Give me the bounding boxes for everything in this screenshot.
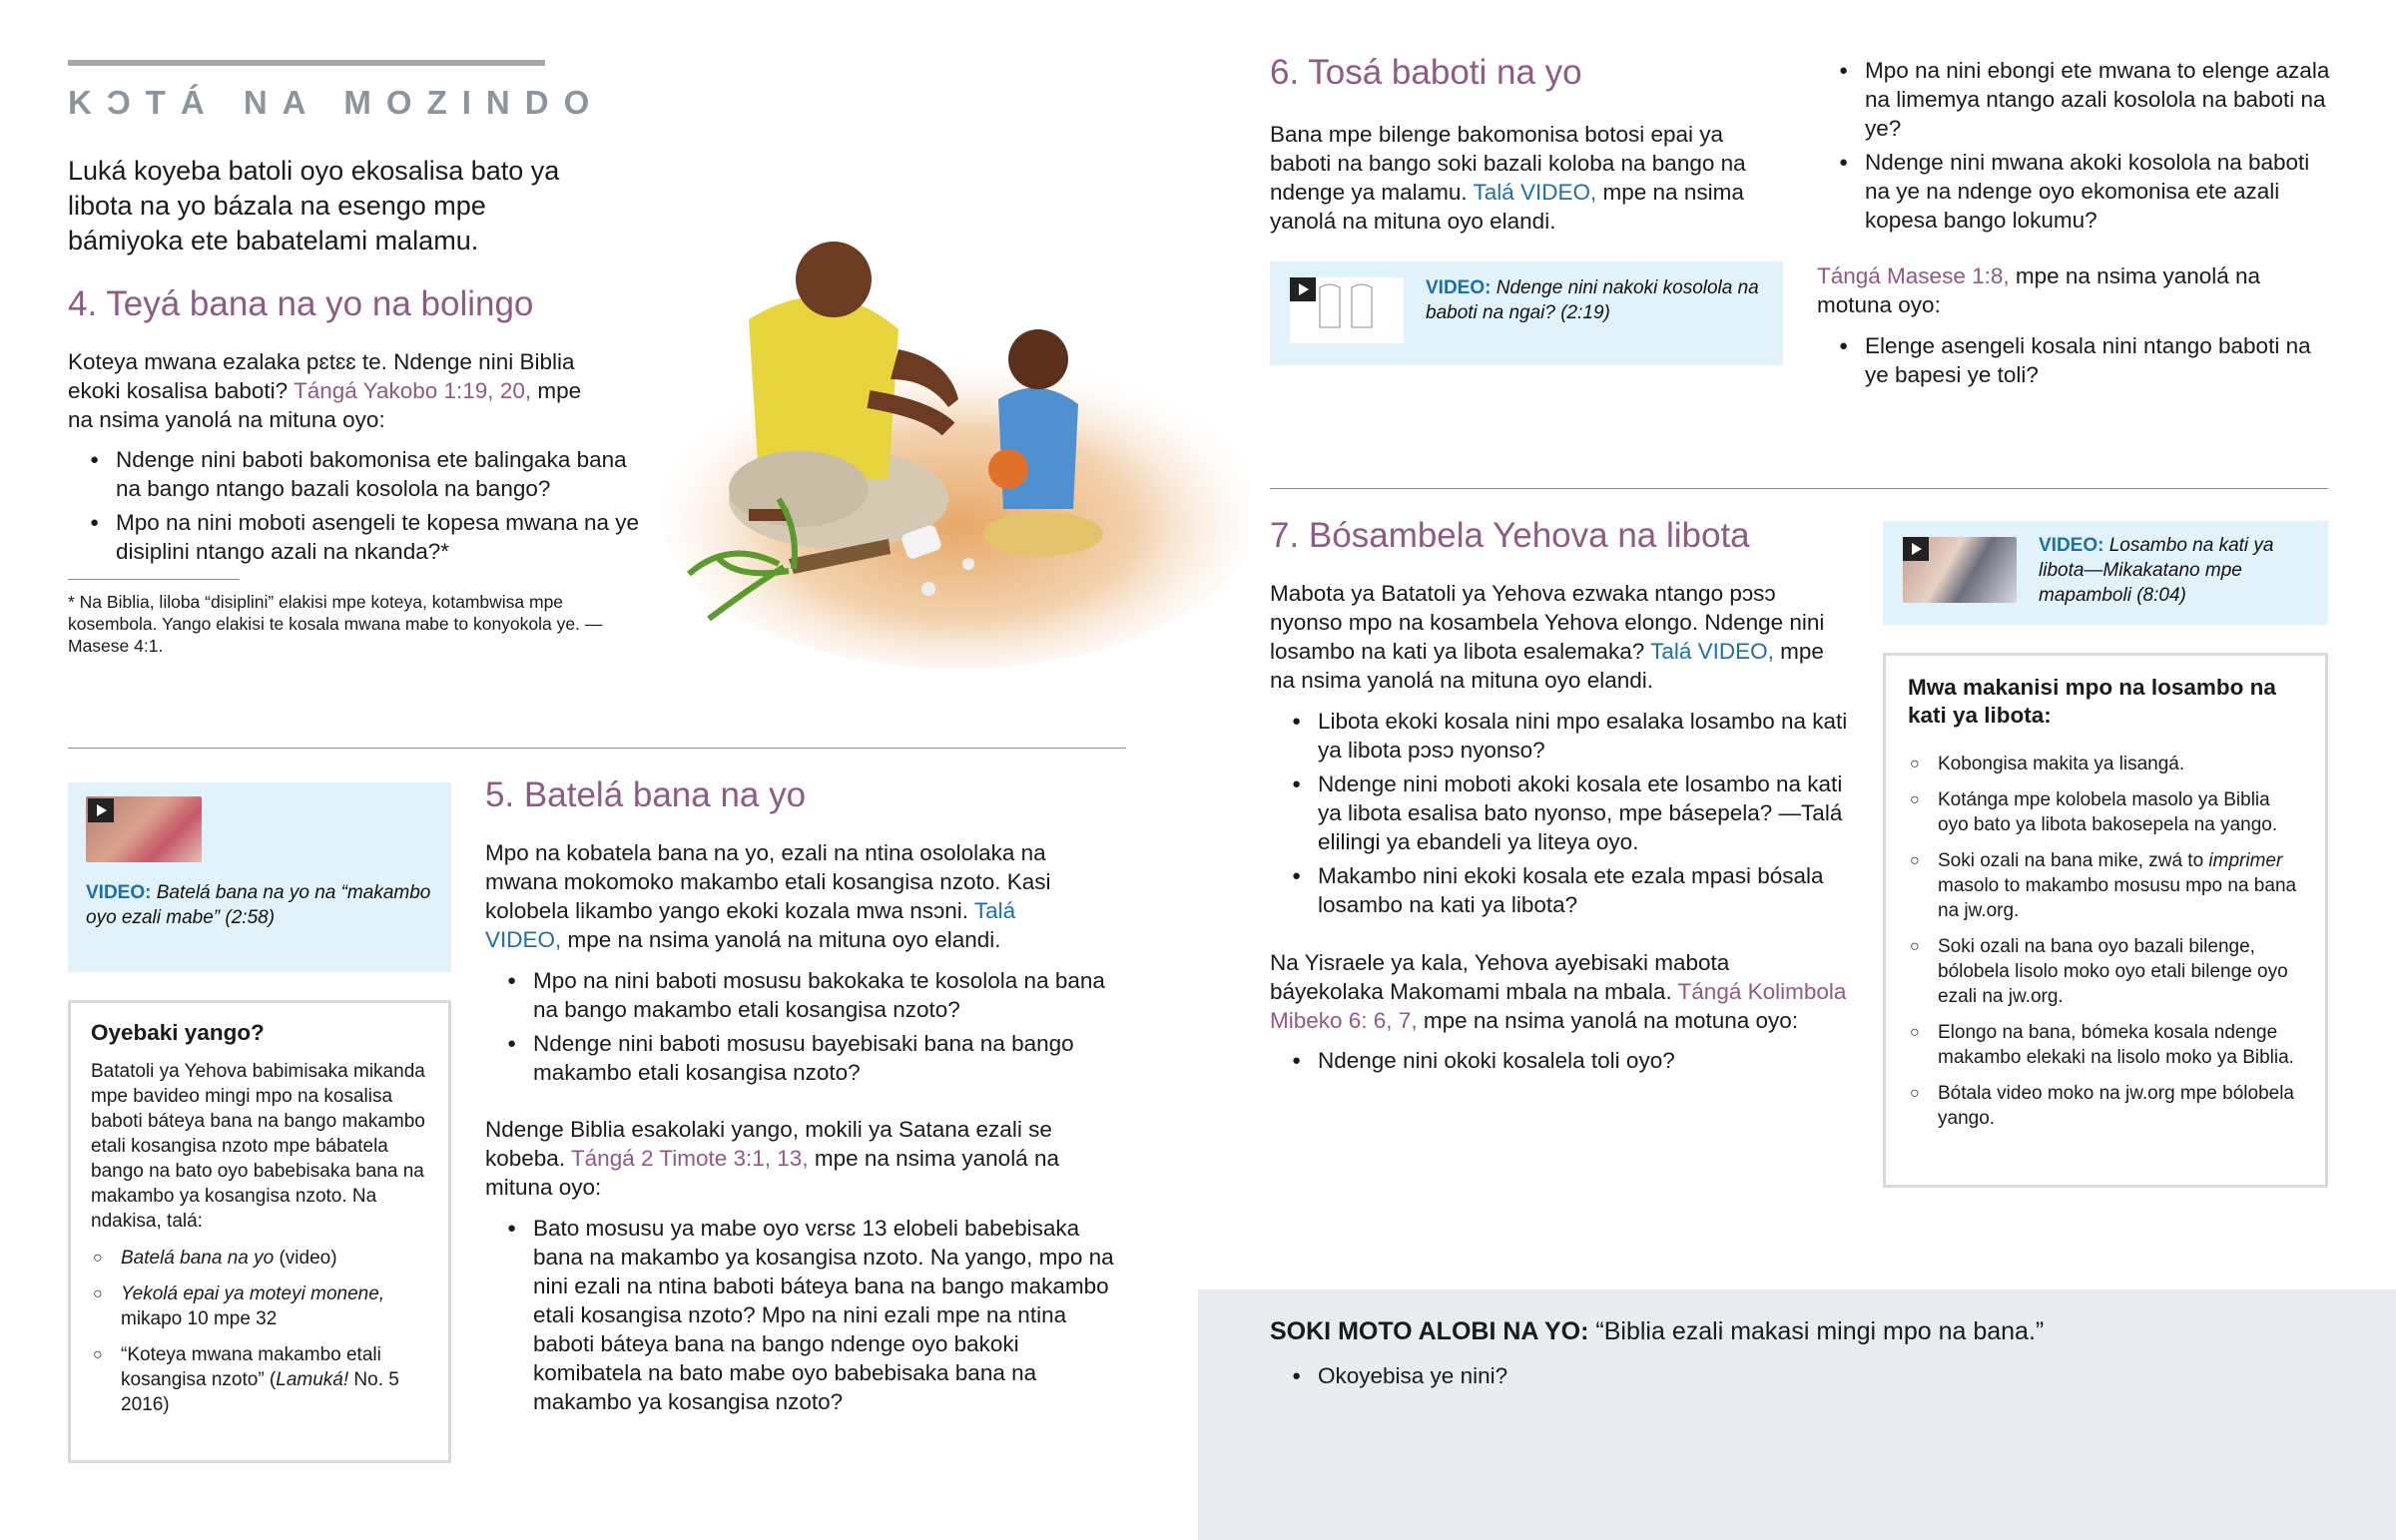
parent-child-illustration	[629, 180, 1248, 699]
section-5-title: 5. Batelá bana na yo	[485, 775, 807, 814]
list-item: ● Ndenge nini mwana akoki kosolola na baboti na ye na ndenge oyo ekomonisa ete azali kopesa bango lokumu?	[1817, 148, 2336, 235]
list-item: ● Makambo nini ekoki kosala ete ezala mpasi bósala losambo na kati ya libota?	[1270, 861, 1849, 919]
list-item: ○ Kobongisa makita ya lisangá.	[1908, 752, 2303, 776]
box-title: Mwa makanisi mpo na losambo na kati ya libota:	[1908, 675, 2276, 728]
footnote: * Na Biblia, liloba “disiplini” elakisi mpe koteya, kotambwisa mpe kosembola. Yango elakisi te kosala mwana mabe to konyokola ye. —Masese 4:1.	[68, 592, 603, 656]
list-item: ● Ndenge nini moboti akoki kosala ete losambo na kati ya libota esalisa bato nyonso, mpe básepela? —Talá elilingi ya ebandeli ya liteya oyo.	[1270, 770, 1849, 856]
list-item: ● Mpo na nini ebongi ete mwana to elenge azala na limemya ntango azali kosolola na baboti na ye?	[1817, 56, 2336, 143]
list-item: ● Elenge asengeli kosala nini ntango baboti na ye bapesi ye toli?	[1817, 331, 2336, 389]
header-rule	[68, 60, 545, 66]
list-item: ○ Elongo na bana, bómeka kosala ndenge makambo elekaki na lisolo moko ya Biblia.	[1908, 1020, 2303, 1070]
box-body: Batatoli ya Yehova babimisaka mikanda mpe bavideo mingi mpo na kosalisa baboti báteya bana na bango makambo etali kosangisa nzoto mpe bábatela bango na bato oyo babebisaka bana na makambo ya kosangisa nzoto. Na ndakisa, talá:	[91, 1061, 425, 1232]
header-label: KƆTÁ NA MOZINDO	[68, 84, 605, 121]
did-you-know-box	[68, 1000, 451, 1463]
section-4-questions	[68, 445, 647, 571]
section-divider-right	[1270, 488, 2328, 489]
ideas-list	[1908, 752, 2303, 1131]
video-caption: VIDEO: Batelá bana na yo na “makambo oyo ezali mabe” (2:58)	[86, 882, 431, 928]
video-caption: VIDEO: Losambo na kati ya libota—Mikakatano mpe mapamboli (8:04)	[2039, 535, 2274, 606]
list-item: ● Bato mosusu ya mabe oyo vɛrsɛ 13 elobeli babebisaka bana na makambo ya kosangisa nzoto. Na yango, mpo na nini ezali na ntina baboti báteya bana na bango makambo etali kosangisa nzoto? Mpo na nini ezali mpe na ntina baboti báteya bana na bango ndenge oyo bakoki komibatela na bato mabe oyo babebisaka bana na makambo ya kosangisa nzoto?	[485, 1214, 1124, 1416]
section-7-questions-2	[1270, 1046, 1849, 1080]
video-caption: VIDEO: Ndenge nini nakoki kosolola na baboti na ngai? (2:19)	[1426, 277, 1759, 323]
list-item: ● Okoyebisa ye nini?	[1270, 1361, 1869, 1390]
play-icon	[1290, 277, 1316, 301]
section-4-paragraph: Koteya mwana ezalaka pɛtɛɛ te. Ndenge nini Biblia ekoki kosalisa baboti? Tángá Yakobo 1:19, 20, mpe na nsima yanolá na mituna oyo:	[68, 349, 582, 432]
section-6-paragraph-2: Tángá Masese 1:8, mpe na nsima yanolá na motuna oyo:	[1817, 263, 2261, 317]
list-item: ● Ndenge nini baboti mosusu bayebisaki bana na bango makambo etali kosangisa nzoto?	[485, 1029, 1124, 1087]
play-icon	[1903, 537, 1929, 561]
footnote-rule	[68, 579, 240, 580]
box-title: Oyebaki yango?	[91, 1020, 265, 1045]
section-6-questions	[1817, 56, 2336, 240]
section-7-questions	[1270, 707, 1849, 924]
video-link[interactable]: Talá VIDEO,	[485, 898, 1016, 952]
list-item[interactable]: ○ Batelá bana na yo (video)	[91, 1246, 428, 1271]
intro-text: Luká koyeba batoli oyo ekosalisa bato ya libota na yo bázala na esengo mpe bámiyoka ete babatelami malamu.	[68, 156, 560, 256]
section-7-title: 7. Bósambela Yehova na libota	[1270, 516, 1750, 555]
section-6-questions-2	[1817, 331, 2336, 394]
section-6-title: 6. Tosá baboti na yo	[1270, 53, 1582, 92]
resource-list	[91, 1246, 428, 1417]
list-item: ● Mpo na nini moboti asengeli te kopesa mwana na ye disiplini ntango azali na nkanda?*	[68, 508, 647, 566]
section-7-paragraph-2: Na Yisraele ya kala, Yehova ayebisaki mabota báyekolaka Makomami mbala na mbala. Tángá Kolimbola Mibeko 6: 6, 7, mpe na nsima yanolá na motuna oyo:	[1270, 950, 1847, 1033]
list-item: ● Mpo na nini baboti mosusu bakokaka te kosolola na bana na bango makambo etali kosangisa nzoto?	[485, 966, 1124, 1024]
list-item: ○ Kotánga mpe kolobela masolo ya Biblia oyo bato ya libota bakosepela na yango.	[1908, 787, 2303, 837]
scripture-link[interactable]: Tángá Kolimbola Mibeko 6: 6, 7,	[1270, 979, 1847, 1033]
list-item: ○ Soki ozali na bana oyo bazali bilenge, bólobela lisolo moko oyo etali bilenge oyo ezali na jw.org.	[1908, 934, 2303, 1009]
video-card-protect[interactable]	[68, 782, 451, 972]
video-card-parents[interactable]	[1270, 261, 1783, 365]
scripture-link[interactable]: Tángá Masese 1:8,	[1817, 263, 2010, 288]
play-icon	[88, 798, 114, 822]
section-5-paragraph-2: Ndenge Biblia esakolaki yango, mokili ya Satana ezali se kobeba. Tángá 2 Timote 3:1, 13, mpe na nsima yanolá na mituna oyo:	[485, 1117, 1059, 1200]
section-5-paragraph: Mpo na kobatela bana na yo, ezali na ntina osololaka na mwana mokomoko makambo etali kosangisa nzoto. Kasi kolobela likambo yango ekoki kozala mwa nsɔni. Talá VIDEO, mpe na nsima yanolá na mituna oyo elandi.	[485, 840, 1051, 952]
list-item[interactable]: ○ Yekolá epai ya moteyi monene, mikapo 10 mpe 32	[91, 1282, 428, 1331]
scripture-link[interactable]: Tángá 2 Timote 3:1, 13,	[570, 1146, 809, 1171]
list-item: ● Ndenge nini baboti bakomonisa ete balingaka bana na bango ntango bazali kosolola na bango?	[68, 445, 647, 503]
list-item: ○ Soki ozali na bana mike, zwá to imprimer masolo to makambo mosusu mpo na bana na jw.org.	[1908, 848, 2303, 923]
section-6-paragraph: Bana mpe bilenge bakomonisa botosi epai ya baboti na bango soki bazali koloba na bango na ndenge ya malamu. Talá VIDEO, mpe na nsima yanolá na mituna oyo elandi.	[1270, 122, 1746, 234]
section-7-paragraph: Mabota ya Batatoli ya Yehova ezwaka ntango pɔsɔ nyonso mpo na kosambela Yehova elongo. Ndenge nini losambo na kati ya libota esalemaka? Talá VIDEO, mpe na nsima yanolá na mituna oyo elandi.	[1270, 581, 1825, 693]
section-divider-left	[68, 748, 1126, 749]
family-worship-ideas-box	[1883, 653, 2328, 1188]
video-link[interactable]: Talá VIDEO,	[1650, 639, 1774, 664]
footer-prompt: SOKI MOTO ALOBI NA YO: “Biblia ezali makasi mingi mpo na bana.”	[1270, 1317, 2045, 1345]
section-5-questions-2	[485, 1214, 1124, 1421]
video-card-family-worship[interactable]	[1883, 521, 2328, 625]
list-item: ● Libota ekoki kosala nini mpo esalaka losambo na kati ya libota pɔsɔ nyonso?	[1270, 707, 1849, 765]
scripture-link[interactable]: Tángá Yakobo 1:19, 20,	[293, 378, 532, 403]
list-item: ○ Bótala video moko na jw.org mpe bólobela yango.	[1908, 1081, 2303, 1131]
list-item: ● Ndenge nini okoki kosalela toli oyo?	[1270, 1046, 1849, 1075]
video-link[interactable]: Talá VIDEO,	[1473, 180, 1597, 205]
list-item[interactable]: ○ “Koteya mwana makambo etali kosangisa nzoto” (Lamuká! No. 5 2016)	[91, 1342, 428, 1417]
footer-panel	[1198, 1289, 2396, 1540]
section-5-questions	[485, 966, 1124, 1092]
footer-questions	[1270, 1361, 1869, 1395]
section-4-title: 4. Teyá bana na yo na bolingo	[68, 284, 534, 323]
